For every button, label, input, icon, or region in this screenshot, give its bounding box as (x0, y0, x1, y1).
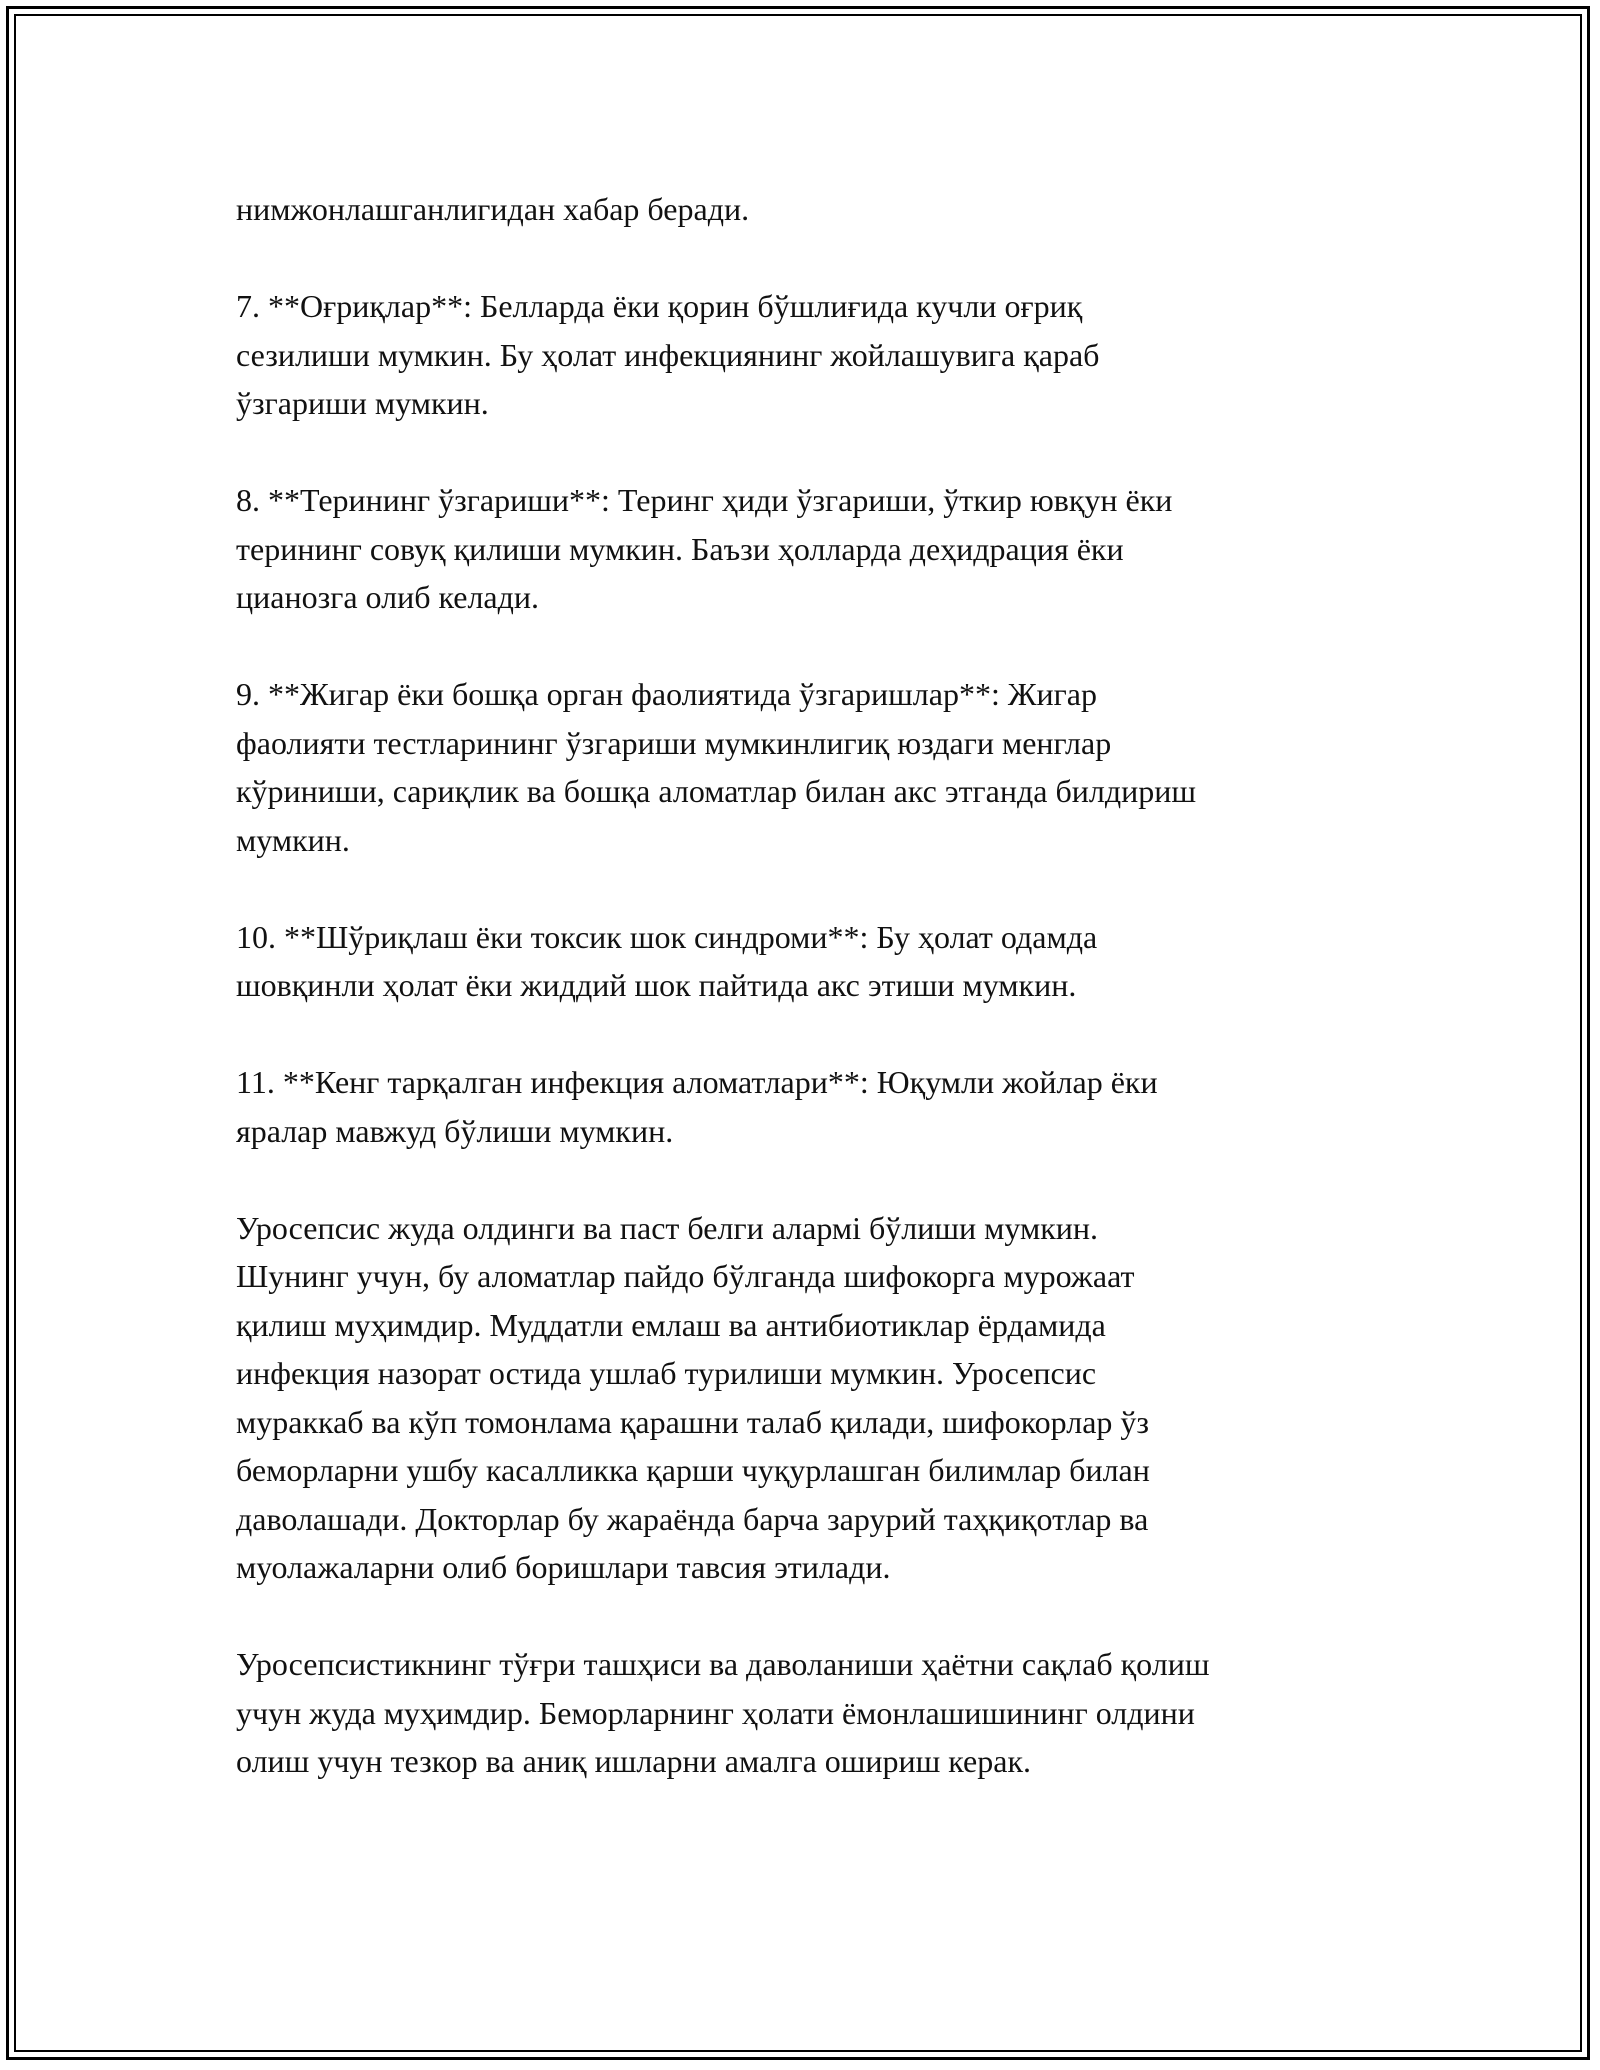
paragraph-item-9: 9. **Жигар ёки бошқа орган фаолиятида ўзгаришлар**: Жигар фаолияти тестларининг ўзгариши мумкинлигиқ юздаги менглар кўриниши, сариқлик ва бошқа аломатлар билан акс этганда билдириш мумкин. (236, 676, 1197, 858)
document-body (236, 185, 1386, 1834)
paragraph-summary: Уросепсис жуда олдинги ва паст белги алармi бўлиши мумкин. Шунинг учун, бу аломатлар пайдо бўлганда шифокорга мурожаат қилиш муҳимдир. Муддатли емлаш ва антибиотиклар ёрдамида инфекция назорат остида ушлаб турилиши мумкин. Уросепсис мураккаб ва кўп томонлама қарашни талаб қилади, шифокорлар ўз беморларни ушбу касалликка қарши чуқурлашган билимлар билан даволашади. Докторлар бу жараёнда барча зарурий таҳқиқотлар ва муолажаларни олиб боришлари тавсия этилади. (236, 1209, 1150, 1585)
paragraph-item-10: 10. **Шўриқлаш ёки токсик шок синдроми**: Бу ҳолат одамда шовқинли ҳолат ёки жиддий шок пайтида акс этиши мумкин. (236, 918, 1098, 1003)
paragraph-item-11: 11. **Кенг тарқалган инфекция аломатлари**: Юқумли жойлар ёки яралар мавжуд бўлиши мумкин. (236, 1064, 1158, 1149)
paragraph-conclusion: Уросепсистикнинг тўғри ташҳиси ва даволаниши ҳаётни сақлаб қолиш учун жуда муҳимдир. Беморларнинг ҳолати ёмонлашишининг олдини олиш учун тезкор ва аниқ ишларни амалга ошириш керак. (236, 1646, 1210, 1779)
paragraph-continuation: нимжонлашганлигидан хабар беради. (236, 191, 750, 227)
paragraph-item-8: 8. **Терининг ўзгариши**: Теринг ҳиди ўзгариши, ўткир ювқун ёки терининг совуқ қилиши мумкин. Баъзи ҳолларда деҳидрация ёки цианозга олиб келади. (236, 482, 1173, 615)
paragraph-item-7: 7. **Оғриқлар**: Белларда ёки қорин бўшлиғида кучли оғриқ сезилиши мумкин. Бу ҳолат инфекциянинг жойлашувига қараб ўзгариши мумкин. (236, 288, 1100, 421)
